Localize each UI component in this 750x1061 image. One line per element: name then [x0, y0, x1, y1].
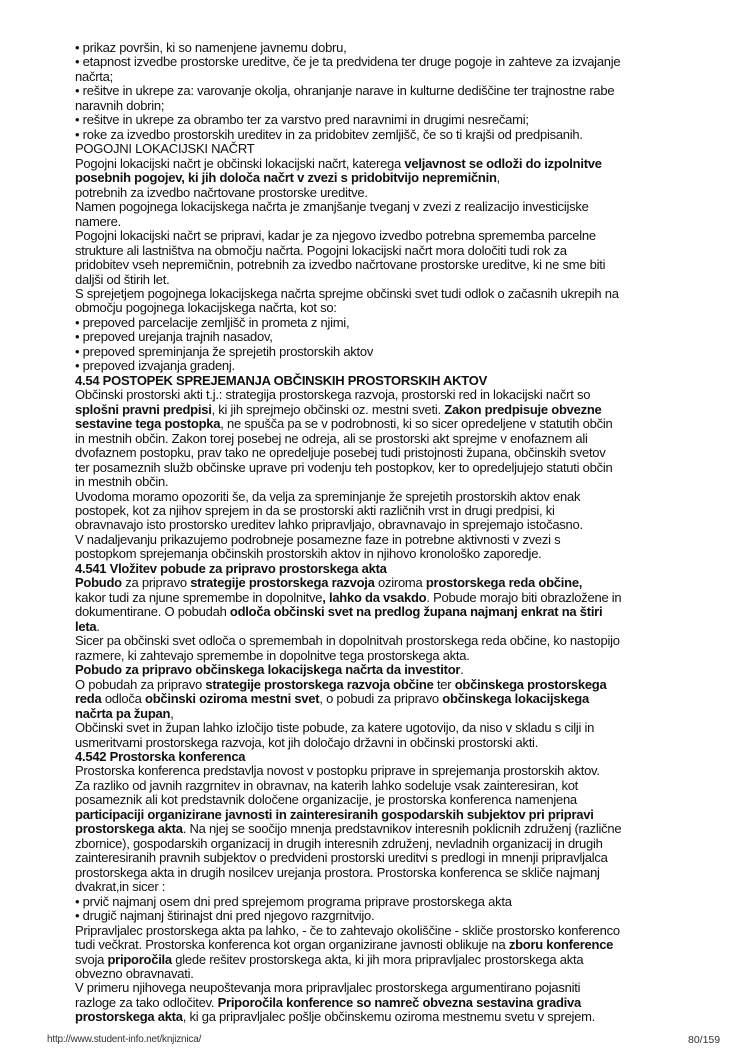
text: Za razliko od javnih razgrnitev in obravnav, na katerih lahko sodeluje vsak zainteresiran, kot	[75, 777, 579, 793]
bold-text: odloča občinski svet na predlog župana najmanj enkrat na štiri	[229, 604, 603, 620]
bold-text: načrta pa župan	[75, 705, 171, 721]
text: posameznik ali kot predstavnik določene organizacije, je prostorska konferenca namenjena	[75, 792, 577, 808]
text-line	[75, 316, 715, 330]
text: , ki ga pripravljalec pošlje občinskemu oziroma mestnemu svetu v sprejem.	[182, 1009, 596, 1025]
text: Uvodoma moramo opozoriti še, da velja za spreminjanje že sprejetih prostorskih aktov enak	[75, 488, 581, 504]
bold-text: leta	[75, 618, 97, 634]
text-line	[75, 851, 715, 865]
bold-text: reda	[75, 691, 102, 707]
text-line	[75, 388, 715, 402]
text-line	[75, 663, 715, 677]
text: , o pobudi za pripravo	[319, 691, 443, 707]
text: • prvič najmanj osem dni pred sprejemom programa priprave prostorskega akta	[75, 893, 512, 909]
text-line	[75, 215, 715, 229]
bold-text: sestavine tega postopka	[75, 416, 221, 432]
text: dokumentirane. O pobudah	[75, 604, 230, 620]
text: svoja	[75, 951, 108, 967]
text: O pobudah za pripravo	[75, 676, 206, 692]
bold-text: Pobudo	[75, 575, 122, 591]
text: Občinski prostorski akti t.j.: strategija prostorskega razvoja, prostorski red in lokacijski načrt so	[75, 387, 591, 403]
text-line	[75, 374, 715, 388]
bold-text: prostorskega reda občine,	[425, 575, 583, 591]
bold-text: priporočila	[107, 951, 172, 967]
text: • prepoved spreminjanja že sprejetih prostorskih aktov	[75, 343, 374, 359]
text-line	[75, 475, 715, 489]
text: in mestnih občin.	[75, 474, 169, 490]
text-line	[75, 692, 715, 706]
text-line	[75, 330, 715, 344]
text-line	[75, 533, 715, 547]
text-line	[75, 591, 715, 605]
bold-text: posebnih pogojev, ki jih določa načrt v zvezi s pridobitvijo nepremičnin	[75, 170, 497, 186]
text: , ki jih sprejmejo občinski oz. mestni sveti.	[211, 401, 445, 417]
bold-text: veljavnost se odloži do izpolnitve	[404, 155, 602, 171]
footer-source-link[interactable]: http://www.student-info.net/knjiznica/	[47, 1034, 202, 1045]
text: V primeru njihovega neupoštevanja mora pripravljalec prostorskega argumentirano pojasniti	[75, 980, 581, 996]
text: • prepoved urejanja trajnih nasadov,	[75, 329, 273, 345]
text-line	[75, 432, 715, 446]
text-line	[75, 84, 715, 98]
text-line	[75, 808, 715, 822]
text-line	[75, 200, 715, 214]
text-line	[75, 721, 715, 735]
bold-text: Priporočila konference so namreč obvezna sestavina gradiva	[217, 994, 581, 1010]
bold-text: zboru konference	[508, 937, 614, 953]
text: Občinski svet in župan lahko izločijo tiste pobude, za katere ugotovijo, da niso v skladu s cilji in	[75, 720, 595, 736]
text: dvofaznem postopku, prav tako ne opredeljuje posebej tudi pristojnosti župana, občinskih svetov	[75, 445, 606, 461]
text: prostorskega akta in drugih nosilcev urejanja prostora. Prostorska konferenca se skliče najmanj	[75, 864, 600, 880]
text: namere.	[75, 213, 121, 229]
text: • prikaz površin, ki so namenjene javnemu dobru,	[75, 40, 347, 55]
text: pridobitev vseh nepremičnin, potrebnih za izvedbo načrtovane prostorske ureditve, ki ne sme biti	[75, 257, 606, 273]
text-line	[75, 258, 715, 272]
text-line	[75, 837, 715, 851]
text: • rešitve in ukrepe za obrambo ter za varstvo pred naravnimi in drugimi nesrečami;	[75, 112, 529, 128]
text-line	[75, 518, 715, 532]
text-line	[75, 461, 715, 475]
text-line	[75, 157, 715, 171]
text: • prepoved parcelacije zemljišč in prometa z njimi,	[75, 314, 350, 330]
bold-text: občinskega lokacijskega	[442, 691, 589, 707]
text: usmeritvami prostorskega razvoja, kot jih določajo državni in občinski prostorski akti.	[75, 734, 539, 750]
text: Namen pogojnega lokacijskega načrta je zmanjšanje tveganj v zvezi z realizacijo investicijske	[75, 199, 589, 215]
text-line	[75, 938, 715, 952]
text: dvakrat,in sicer :	[75, 879, 166, 895]
text: zbornice), gospodarskih organizacij in drugih interesnih združenj, nevladnih organizacij in drugih	[75, 835, 603, 851]
bold-text: 4.541 Vložitev pobude za pripravo prostorskega akta	[75, 560, 387, 576]
text-line	[75, 403, 715, 417]
text: za pripravo	[121, 575, 191, 591]
text-line	[75, 301, 715, 315]
text-line	[75, 576, 715, 590]
text: načrta;	[75, 68, 113, 84]
text-line	[75, 678, 715, 692]
text-line	[75, 895, 715, 909]
text: Sicer pa občinski svet odloča o spremembah in dopolnitvah prostorskega reda občine, ko nastopijo	[75, 633, 620, 649]
bold-text: občinski oziroma mestni svet	[145, 691, 320, 707]
text-line	[75, 113, 715, 127]
text-line	[75, 345, 715, 359]
text-line	[75, 967, 715, 981]
text: .	[460, 662, 464, 678]
text: daljši od štirih let.	[75, 271, 170, 287]
text: tudi večkrat. Prostorska konferenca kot organ organizirane javnosti oblikuje na	[75, 937, 509, 953]
text: . Pobude morajo biti obrazložene in	[426, 589, 622, 605]
text: odloča	[101, 691, 146, 707]
text: območju pogojnega lokacijskega načrta, kot so:	[75, 300, 337, 316]
text-line	[75, 1010, 715, 1024]
text: strukture ali lastništva na območju načrta. Pogojni lokacijski načrt mora določiti tudi rok za	[75, 242, 567, 258]
text-line	[75, 99, 715, 113]
text-line	[75, 70, 715, 84]
text: S sprejetjem pogojnega lokacijskega načrta sprejme občinski svet tudi odlok o začasnih ukrepih na	[75, 285, 619, 301]
text: razloge za tako odločitev.	[75, 994, 218, 1010]
text: postopkom sprejemanja občinskih prostorskih aktov in njihovo kronološko zaporedje.	[75, 546, 542, 562]
text: potrebnih za izvedbo načrtovane prostorske ureditve.	[75, 184, 368, 200]
document-body	[75, 41, 715, 1025]
bold-text: strategije prostorskega razvoja	[190, 575, 375, 591]
text: • etapnost izvedbe prostorske ureditve, če je ta predvidena ter druge pogoje in zahteve za izvajanje	[75, 54, 621, 70]
text: postopek, kot za njihov sprejem in da se prostorski akti različnih vrst in drugi predpisi, ki	[75, 503, 555, 518]
text-line	[75, 764, 715, 778]
text-line	[75, 171, 715, 185]
text-line	[75, 880, 715, 894]
text-line	[75, 287, 715, 301]
text-line	[75, 996, 715, 1010]
text-line	[75, 736, 715, 750]
bold-text: splošni pravni predpisi	[75, 401, 212, 417]
text-line	[75, 244, 715, 258]
text: , ne spušča pa se v podrobnosti, ki so sicer opredeljene v statutih občin	[220, 416, 613, 432]
bold-text: prostorskega akta	[75, 821, 183, 837]
text: Pripravljalec prostorskega akta pa lahko, - če to zahtevajo okoliščine - skliče prostorsko konferenco	[75, 922, 620, 938]
text-line	[75, 273, 715, 287]
text-line	[75, 55, 715, 69]
text-line	[75, 547, 715, 561]
text: • drugič najmanj štirinajst dni pred njegovo razgrnitvijo.	[75, 908, 375, 924]
bold-text: , lahko da vsakdo	[322, 589, 427, 605]
text: V nadaljevanju prikazujemo podrobneje posamezne faze in potrebne aktivnosti v zvezi s	[75, 531, 561, 547]
text-line	[75, 707, 715, 721]
text: Pogojni lokacijski načrt se pripravi, kadar je za njegovo izvedbo potrebna sprememba parcelne	[75, 228, 596, 244]
text: obvezno obravnavati.	[75, 966, 194, 981]
text: zainteresiranih pravnih subjektov o predvideni prostorski ureditvi s predlogi in mnenji pripravljalca	[75, 850, 608, 866]
bold-text: prostorskega akta	[75, 1009, 183, 1025]
text: . Na njej se soočijo mnenja predstavnikov interesnih poklicnih združenj (različne	[182, 821, 622, 837]
text-line	[75, 490, 715, 504]
text-line	[75, 634, 715, 648]
text-line	[75, 504, 715, 518]
text: • roke za izvedbo prostorskih ureditev in za pridobitev zemljišč, če so ti krajši od predpisanih.	[75, 126, 583, 142]
text-line	[75, 417, 715, 431]
text: Pogojni lokacijski načrt je občinski lokacijski načrt, katerega	[75, 155, 405, 171]
text-line	[75, 750, 715, 764]
text-line	[75, 779, 715, 793]
bold-text: 4.54 POSTOPEK SPREJEMANJA OBČINSKIH PROSTORSKIH AKTOV	[75, 372, 487, 388]
text: • rešitve in ukrepe za: varovanje okolja, ohranjanje narave in kulturne dediščine ter trajnostne rabe	[75, 83, 615, 99]
text-line	[75, 649, 715, 663]
text-line	[75, 359, 715, 373]
text: razmere, ki zahtevajo spremembe in dopolnitve tega prostorskega akta.	[75, 647, 470, 663]
text-line	[75, 909, 715, 923]
text: ,	[496, 170, 501, 186]
text-line	[75, 924, 715, 938]
text-line	[75, 446, 715, 460]
bold-text: participaciji organizirane javnosti in zainteresiranih gospodarskih subjektov pri pripravi	[75, 806, 594, 822]
text-line	[75, 186, 715, 200]
text-line	[75, 128, 715, 142]
text: oziroma	[374, 575, 426, 591]
text-line	[75, 866, 715, 880]
text: POGOJNI LOKACIJSKI NAČRT	[75, 141, 255, 157]
text-line	[75, 142, 715, 156]
text: ter posameznih služb občinske uprave pri vodenju teh postopkov, ker to opredeljujejo statuti občin	[75, 459, 613, 475]
text: ,	[170, 705, 174, 721]
text: in mestnih občin. Zakon torej posebej ne odreja, ali se prostorski akt sprejme v enofaznem ali	[75, 430, 588, 446]
text: .	[96, 618, 100, 634]
text-line	[75, 229, 715, 243]
text-line	[75, 605, 715, 619]
text-line	[75, 41, 715, 55]
text: ter	[433, 676, 455, 692]
text-line	[75, 822, 715, 836]
text: kakor tudi za njune spremembe in dopolnitve	[75, 589, 323, 605]
text: Prostorska konferenca predstavlja novost v postopku priprave in sprejemanja prostorskih aktov.	[75, 763, 600, 779]
bold-text: strategije prostorskega razvoja občine	[205, 676, 434, 692]
text: glede rešitev prostorskega akta, ki jih mora pripravljalec prostorskega akta	[171, 951, 584, 967]
text: obravnavajo isto prostorsko ureditev lahko pripravljajo, obravnavajo in sprejemajo istočasno.	[75, 517, 583, 533]
bold-text: Zakon predpisuje obvezne	[444, 401, 602, 417]
page-number: 80/159	[688, 1034, 721, 1046]
text-line	[75, 793, 715, 807]
text-line	[75, 620, 715, 634]
text: naravnih dobrin;	[75, 97, 165, 113]
bold-text: 4.542 Prostorska konferenca	[75, 748, 246, 764]
text-line	[75, 953, 715, 967]
text-line	[75, 981, 715, 995]
text-line	[75, 562, 715, 576]
text: • prepoved izvajanja gradenj.	[75, 358, 235, 374]
bold-text: občinskega prostorskega	[454, 676, 607, 692]
bold-text: Pobudo za pripravo občinskega lokacijskega načrta da investitor	[75, 662, 461, 678]
